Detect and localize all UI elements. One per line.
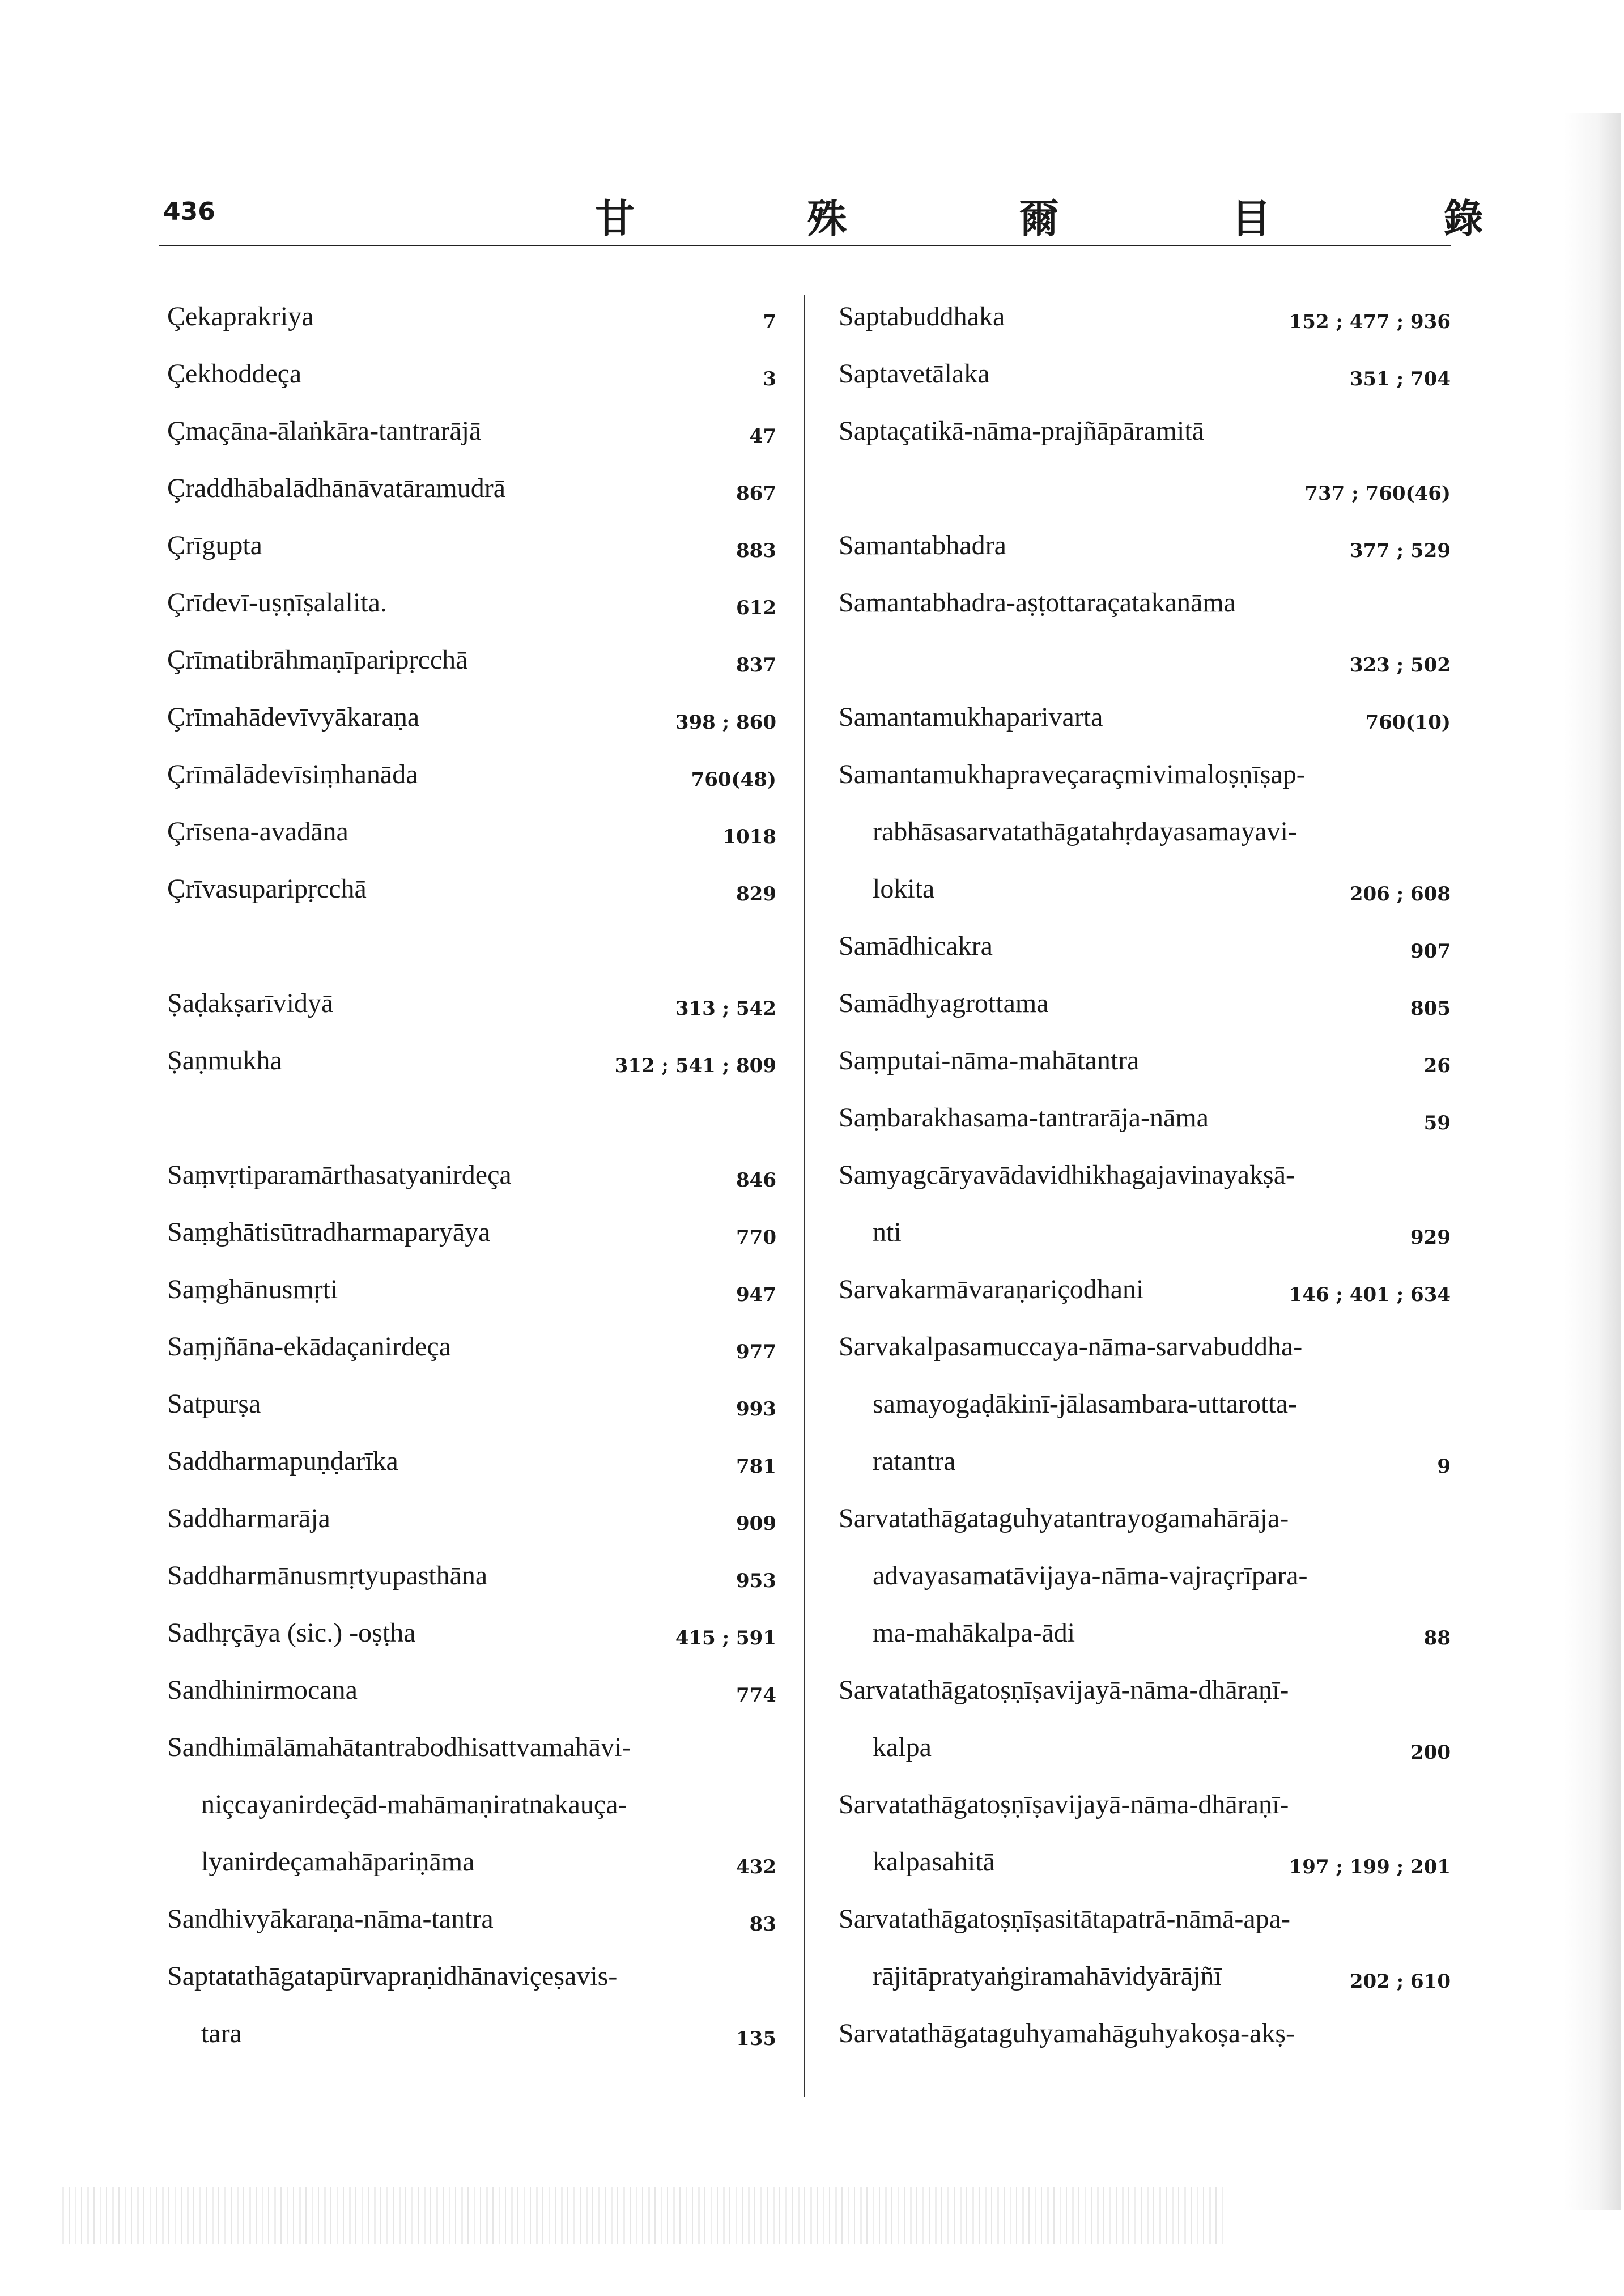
index-entry [839,1027,1451,1086]
entry-title: lyanirdeçamahāpariṇāma [201,1847,475,1877]
entry-reference-number: 377 ; 529 [1349,539,1451,562]
entry-title: Çrīmatibrāhmaṇīparipṛcchā [167,645,468,675]
entry-title: Çrīmahādevīvyākaraṇa [167,702,420,732]
entry-title: Sarvatathāgataguhyamahāguhyakoṣa-akṣ- [839,2018,1295,2048]
index-entry [167,2000,776,2059]
header-rule [159,245,1451,246]
index-entry [839,1371,1451,1430]
entry-title: Çrīmālādevīsiṃhanāda [167,759,418,789]
page-edge-shadow [1564,113,1621,2210]
entry-title: Çrīsena-avadāna [167,817,348,847]
entry-reference-number: 415 ; 591 [675,1627,776,1649]
entry-reference-number: 760(10) [1365,711,1451,734]
entry-reference-number: 612 [736,597,776,619]
entry-title: Samādhicakra [839,931,993,961]
entry-reference-number: 351 ; 704 [1349,368,1451,390]
index-entry [167,913,776,972]
entry-title: Çekhoddeça [167,359,302,389]
entry-title: Çraddhābalādhānāvatāramudrā [167,473,506,503]
entry-title: Ṣaḍakṣarīvidyā [167,988,334,1018]
entry-reference-number: 323 ; 502 [1349,654,1451,677]
index-entry [167,1256,776,1315]
index-entry [839,1943,1451,2002]
entry-title: Samantabhadra [839,530,1006,560]
index-entry [167,1657,776,1716]
entry-reference-number: 206 ; 608 [1349,883,1451,905]
index-entry [167,1771,776,1830]
entry-title: Çrīdevī-uṣṇīṣalalita. [167,588,387,618]
entry-title: ma-mahākalpa-ādi [873,1618,1075,1648]
index-entry [839,283,1451,342]
entry-title: rabhāsasarvatathāgatahṛdayasamayavi- [873,817,1297,847]
entry-reference-number: 59 [1423,1112,1451,1134]
entry-reference-number: 947 [736,1283,776,1306]
index-entry [167,1943,776,2002]
entry-reference-number: 313 ; 542 [675,997,776,1020]
entry-title: kalpa [873,1732,932,1762]
entry-reference-number: 909 [736,1512,776,1535]
entry-title: Saṃputai-nāma-mahātantra [839,1045,1140,1075]
entry-reference-number: 152 ; 477 ; 936 [1289,311,1451,333]
index-entry [167,569,776,628]
entry-title: lokita [873,874,935,904]
index-entry [839,741,1451,800]
index-entry [839,798,1451,857]
entry-reference-number: 953 [736,1570,776,1592]
entry-reference-number: 737 ; 760(46) [1304,482,1451,505]
entry-title: Saṃghānusmṛti [167,1274,338,1304]
index-entry [167,283,776,342]
index-entry [839,512,1451,571]
index-entry [839,1771,1451,1830]
entry-title: tara [201,2018,242,2048]
entry-reference-number: 200 [1410,1741,1451,1764]
entry-title: Çrīvasuparipṛcchā [167,874,367,904]
index-entry [167,684,776,743]
index-entry [839,1829,1451,1887]
entry-title: Sarvatathāgatoṣṇīṣasitātapatrā-nāmā-apa- [839,1904,1290,1934]
index-entry [839,1657,1451,1716]
entry-reference-number: 432 [736,1856,776,1878]
index-entry [167,1313,776,1372]
entry-reference-number: 83 [749,1913,776,1936]
entry-title: Saptabuddhaka [839,301,1005,331]
index-entry [167,1829,776,1887]
index-entry [167,1371,776,1430]
index-entry [839,684,1451,743]
index-entry [839,1256,1451,1315]
entry-reference-number: 3 [763,368,776,390]
index-entry [167,1428,776,1487]
entry-title: kalpasahitā [873,1847,995,1877]
index-entry [167,1085,776,1143]
index-entry [167,1199,776,1258]
entry-reference-number: 929 [1410,1226,1451,1249]
entry-reference-number: 846 [736,1169,776,1192]
index-entry [839,1085,1451,1143]
entry-title: Çmaçāna-ālaṅkāra-tantrarājā [167,416,482,446]
entry-title: Saṃbarakhasama-tantrarāja-nāma [839,1103,1209,1133]
entry-title: Sandhinirmocana [167,1675,358,1705]
entry-title: Saddharmapuṇḍarīka [167,1446,398,1476]
index-entry [839,1199,1451,1258]
entry-reference-number: 146 ; 401 ; 634 [1289,1283,1451,1306]
entry-reference-number: 883 [736,539,776,562]
entry-title: Samantabhadra-aṣṭottaraçatakanāma [839,588,1236,618]
entry-title: Saddharmānusmṛtyupasthāna [167,1561,488,1591]
index-entry [839,1542,1451,1601]
index-entry [839,455,1451,514]
index-entry [167,798,776,857]
index-entry [839,970,1451,1029]
entry-reference-number: 9 [1437,1455,1451,1478]
entry-title: Saṃghātisūtradharmaparyāya [167,1217,491,1247]
index-entry [167,1886,776,1945]
entry-reference-number: 760(48) [691,768,776,791]
column-divider [804,295,805,2097]
index-entry [839,1600,1451,1659]
entry-reference-number: 202 ; 610 [1349,1970,1451,1993]
index-entry [167,1714,776,1773]
index-entry [167,1485,776,1544]
index-entry [167,1142,776,1201]
entry-title: Sarvatathāgatoṣṇīṣavijayā-nāma-dhāraṇī- [839,1675,1289,1705]
entry-title: Saptaçatikā-nāma-prajñāpāramitā [839,416,1204,446]
entry-title: advayasamatāvijaya-nāma-vajraçrīpara- [873,1561,1308,1591]
index-entry [839,627,1451,686]
entry-reference-number: 7 [763,311,776,333]
index-entry [167,627,776,686]
index-entry [167,741,776,800]
entry-reference-number: 805 [1410,997,1451,1020]
entry-title: Çekaprakriya [167,301,314,331]
entry-title: Sandhivyākaraṇa-nāma-tantra [167,1904,494,1934]
index-entry [167,1027,776,1086]
entry-title: nti [873,1217,902,1247]
index-entry [167,1600,776,1659]
entry-reference-number: 88 [1423,1627,1451,1649]
index-entry [839,398,1451,457]
index-entry [839,913,1451,972]
entry-reference-number: 770 [736,1226,776,1249]
index-entry [839,1142,1451,1201]
entry-title: Ṣaṇmukha [167,1045,282,1075]
entry-reference-number: 1018 [722,826,776,848]
entry-title: Satpurṣa [167,1389,261,1419]
entry-reference-number: 867 [736,482,776,505]
index-entry [167,455,776,514]
entry-title: Sadhṛçāya (sic.) -oṣṭha [167,1618,416,1648]
entry-title: rājitāpratyaṅgiramahāvidyārājñī [873,1961,1222,1991]
index-entry [839,341,1451,399]
index-entry [167,856,776,915]
entry-title: Samantamukhaparivarta [839,702,1103,732]
entry-title: samayogaḍākinī-jālasambara-uttarotta- [873,1389,1297,1419]
index-entry [839,1428,1451,1487]
entry-title: niçcayanirdeçād-mahāmaṇiratnakauça- [201,1789,627,1819]
index-entry [839,1313,1451,1372]
entry-reference-number: 774 [736,1684,776,1707]
index-entry [839,1714,1451,1773]
entry-title: Saptatathāgatapūrvapraṇidhānaviçeṣavis- [167,1961,618,1991]
entry-title: Samyagcāryavādavidhikhagajavinayakṣā- [839,1160,1295,1190]
entry-title: Samādhyagrottama [839,988,1049,1018]
index-entry [839,569,1451,628]
index-entry [167,341,776,399]
entry-title: Sarvatathāgatoṣṇīṣavijayā-nāma-dhāraṇī- [839,1789,1289,1819]
entry-title: Sarvatathāgataguhyatantrayogamahārāja- [839,1503,1289,1533]
entry-title: Saddharmarāja [167,1503,330,1533]
entry-title: Saṃvṛtiparamārthasatyanirdeça [167,1160,512,1190]
entry-reference-number: 398 ; 860 [675,711,776,734]
entry-title: Sandhimālāmahātantrabodhisattvamahāvi- [167,1732,631,1762]
entry-reference-number: 837 [736,654,776,677]
entry-title: ratantra [873,1446,956,1476]
entry-reference-number: 907 [1410,940,1451,963]
page-title: 甘 殊 爾 目 錄 [595,195,1563,242]
entry-reference-number: 135 [736,2027,776,2050]
entry-title: Saptavetālaka [839,359,990,389]
index-entry [167,970,776,1029]
entry-reference-number: 47 [749,425,776,448]
entry-title: Sarvakalpasamuccaya-nāma-sarvabuddha- [839,1332,1303,1362]
index-entry [167,398,776,457]
page-number: 436 [163,197,215,226]
entry-reference-number: 26 [1423,1055,1451,1077]
entry-reference-number: 197 ; 199 ; 201 [1289,1856,1451,1878]
index-entry [839,856,1451,915]
index-entry [839,2000,1451,2059]
index-entry [167,512,776,571]
entry-reference-number: 993 [736,1398,776,1421]
index-entry [839,1485,1451,1544]
entry-title: Sarvakarmāvaraṇariçodhani [839,1274,1144,1304]
page-scan-speckle [62,2187,1224,2244]
index-entry [839,1886,1451,1945]
entry-reference-number: 781 [736,1455,776,1478]
entry-title: Samantamukhapraveçaraçmivimaloṣṇīṣap- [839,759,1306,789]
entry-title: Saṃjñāna-ekādaçanirdeça [167,1332,452,1362]
index-entry [167,1542,776,1601]
entry-title: Çrīgupta [167,530,262,560]
entry-reference-number: 312 ; 541 ; 809 [614,1055,776,1077]
entry-reference-number: 977 [736,1341,776,1363]
entry-reference-number: 829 [736,883,776,905]
